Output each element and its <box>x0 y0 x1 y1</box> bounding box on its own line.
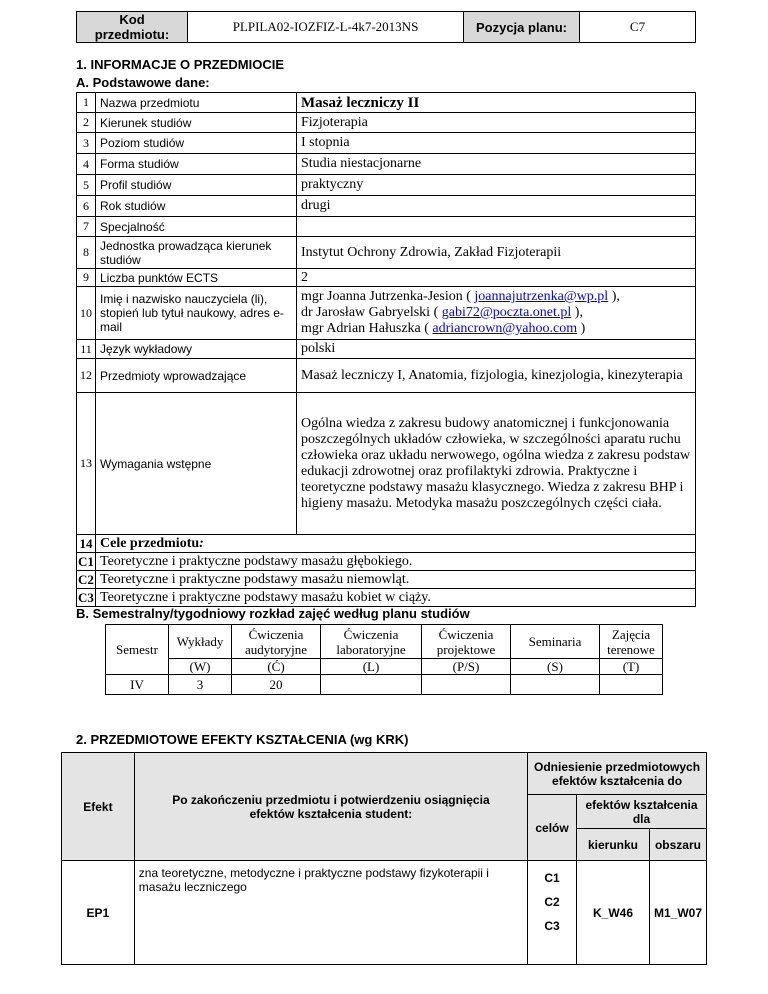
column-label: Ćwiczenia laboratoryjne <box>321 625 422 659</box>
row-label: Jednostka prowadząca kierunek studiów <box>96 237 297 269</box>
row-value: praktyczny <box>297 175 696 196</box>
row-label: Kierunek studiów <box>96 113 297 133</box>
row-number: 12 <box>77 359 96 393</box>
basic-data-table <box>76 92 696 607</box>
goals-column-header: celów <box>528 795 577 861</box>
column-code: (T) <box>600 659 663 675</box>
row-value <box>297 217 696 237</box>
row-value: Studia niestacjonarne <box>297 154 696 175</box>
semester-value: IV <box>106 675 169 695</box>
hours-value <box>321 675 422 695</box>
row-label: Poziom studiów <box>96 133 297 154</box>
goal-ref: C3 <box>544 919 560 933</box>
requirements-text: Ogólna wiedza z zakresu budowy anatomicznej i funkcjonowania poszczególnych układów człowieka, w szczególności aparatu ruchu człowieka oraz układu nerwowego, ogólna wiedza z zakresu podstaw edukacji zdrowotnej oraz profilaktyki zdrowia. Praktyczne i teoretyczne podstawy masażu klasycznego. Wiedza z zakresu BHP i higieny masażu. Metodyka masażu poszczególnych części ciała. <box>297 393 696 535</box>
schedule-value-row <box>106 675 663 695</box>
course-code-value: PLPILA02-IOZFIZ-L-4k7-2013NS <box>188 12 464 43</box>
plan-position-label: Pozycja planu: <box>464 12 580 43</box>
section-a-title: A. Podstawowe dane: <box>76 75 210 90</box>
goal-text: Teoretyczne i praktyczne podstawy masażu kobiet w ciąży. <box>96 589 696 607</box>
teacher-line <box>301 321 691 337</box>
table-row <box>77 196 696 217</box>
row-number: 11 <box>77 340 96 359</box>
row-value: Instytut Ochrony Zdrowia, Zakład Fizjoterapii <box>297 237 696 269</box>
schedule-table <box>105 624 663 695</box>
row-number: 14 <box>77 535 96 553</box>
goal-code: C2 <box>78 571 94 587</box>
reference-column-header: Odniesienie przedmiotowych efektów kształcenia do <box>528 753 707 795</box>
row-number: 4 <box>77 154 96 175</box>
table-row <box>77 359 696 393</box>
teacher-email-link[interactable]: gabi72@poczta.onet.pl <box>441 305 572 320</box>
row-number: 1 <box>77 93 96 113</box>
column-label: Zajęcia terenowe <box>600 625 663 659</box>
hours-value <box>511 675 600 695</box>
table-row <box>77 175 696 196</box>
column-label: Wykłady <box>169 625 232 659</box>
effect-goals <box>528 861 577 965</box>
goal-ref: C1 <box>544 871 560 885</box>
teacher-suffix: ), <box>608 289 620 304</box>
row-value: drugi <box>297 196 696 217</box>
goal-row <box>77 553 696 571</box>
effect-description: zna teoretyczne, metodyczne i praktyczne podstawy fizykoterapii i masażu leczniczego <box>134 861 527 965</box>
teacher-name: mgr Joanna Jutrzenka-Jesion ( <box>301 289 475 304</box>
row-label: Przedmioty wprowadzające <box>96 359 297 393</box>
goals-label-suffix: : <box>199 535 204 551</box>
column-label: Ćwiczenia audytoryjne <box>232 625 321 659</box>
table-row <box>77 113 696 133</box>
schedule-code-row <box>106 659 663 675</box>
row-number: 7 <box>77 217 96 237</box>
row-number: 8 <box>77 237 96 269</box>
row-label: Język wykładowy <box>96 340 297 359</box>
goal-row <box>77 589 696 607</box>
section-2-title: 2. PRZEDMIOTOWE EFEKTY KSZTAŁCENIA (wg KRK) <box>76 732 409 747</box>
outcomes-column-header: efektów kształcenia dla <box>577 795 707 829</box>
teacher-email-link[interactable]: joannajutrzenka@wp.pl <box>474 289 609 304</box>
column-code: (S) <box>511 659 600 675</box>
area-column-header: obszaru <box>649 829 706 861</box>
table-row <box>77 237 696 269</box>
row-number: 9 <box>77 269 96 287</box>
table-row <box>77 287 696 340</box>
header-table <box>76 11 696 43</box>
table-row <box>77 133 696 154</box>
row-label: Liczba punktów ECTS <box>96 269 297 287</box>
goal-code: C1 <box>78 553 94 569</box>
row-value: Masaż leczniczy I, Anatomia, fizjologia, kinezjologia, kinezyterapia <box>297 359 696 393</box>
goal-text: Teoretyczne i praktyczne podstawy masażu głębokiego. <box>96 553 696 571</box>
row-label: Wymagania wstępne <box>96 393 297 535</box>
column-label: Ćwiczenia projektowe <box>422 625 511 659</box>
table-row <box>77 154 696 175</box>
effect-column-header: Efekt <box>62 753 135 861</box>
row-label: Profil studiów <box>96 175 297 196</box>
row-label: Nazwa przedmiotu <box>96 93 297 113</box>
table-row <box>77 340 696 359</box>
goals-title <box>96 535 696 553</box>
row-number: 2 <box>77 113 96 133</box>
teacher-line <box>301 305 691 321</box>
row-label: Imię i nazwisko nauczyciela (li), stopień lub tytuł naukowy, adres e-mail <box>96 287 297 340</box>
goal-code: C3 <box>78 589 94 605</box>
table-row <box>77 393 696 535</box>
row-number: 6 <box>77 196 96 217</box>
column-code: (Ć) <box>232 659 321 675</box>
row-value: I stopnia <box>297 133 696 154</box>
goals-header-row <box>77 535 696 553</box>
course-code-label: Kod przedmiotu: <box>77 12 188 43</box>
teachers-list <box>297 287 696 340</box>
description-column-header: Po zakończeniu przedmiotu i potwierdzeniu osiągnięcia efektów kształcenia student: <box>134 753 527 861</box>
schedule-header-row <box>106 625 663 659</box>
teacher-line <box>301 289 691 305</box>
teacher-suffix: ), <box>571 305 583 320</box>
row-value: polski <box>297 340 696 359</box>
row-label: Forma studiów <box>96 154 297 175</box>
section-1-title: 1. INFORMACJE O PRZEDMIOCIE <box>76 57 285 72</box>
column-code: (L) <box>321 659 422 675</box>
table-row <box>77 269 696 287</box>
effect-code: EP1 <box>62 861 135 965</box>
goal-text: Teoretyczne i praktyczne podstawy masażu niemowląt. <box>96 571 696 589</box>
goals-label: Cele przedmiotu <box>100 535 200 551</box>
hours-value: 3 <box>169 675 232 695</box>
field-column-header: kierunku <box>577 829 650 861</box>
table-row <box>77 93 696 113</box>
row-label: Specjalność <box>96 217 297 237</box>
row-number: 13 <box>77 393 96 535</box>
row-value: 2 <box>297 269 696 287</box>
field-outcome: K_W46 <box>577 861 650 965</box>
column-label: Seminaria <box>511 625 600 659</box>
teacher-email-link[interactable]: adriancrown@yahoo.com <box>432 321 578 336</box>
row-number: 10 <box>77 287 96 340</box>
plan-position-value: C7 <box>580 12 696 43</box>
teacher-name: dr Jarosław Gabryelski ( <box>301 305 442 320</box>
row-number: 5 <box>77 175 96 196</box>
hours-value <box>422 675 511 695</box>
table-row <box>77 217 696 237</box>
course-name: Masaż leczniczy II <box>297 93 696 113</box>
row-value: Fizjoterapia <box>297 113 696 133</box>
column-code: (W) <box>169 659 232 675</box>
area-outcome: M1_W07 <box>649 861 706 965</box>
hours-value: 20 <box>232 675 321 695</box>
semester-header: Semestr <box>106 625 169 675</box>
hours-value <box>600 675 663 695</box>
teacher-suffix: ) <box>577 321 586 336</box>
effect-row <box>62 861 707 965</box>
goal-ref: C2 <box>544 895 560 909</box>
row-number: 3 <box>77 133 96 154</box>
row-label: Rok studiów <box>96 196 297 217</box>
section-b-title: B. Semestralny/tygodniowy rozkład zajęć według planu studiów <box>76 606 470 621</box>
goal-row <box>77 571 696 589</box>
column-code: (P/S) <box>422 659 511 675</box>
teacher-name: mgr Adrian Hałuszka ( <box>301 321 433 336</box>
effects-header-row <box>62 753 707 795</box>
effects-table <box>61 752 707 965</box>
